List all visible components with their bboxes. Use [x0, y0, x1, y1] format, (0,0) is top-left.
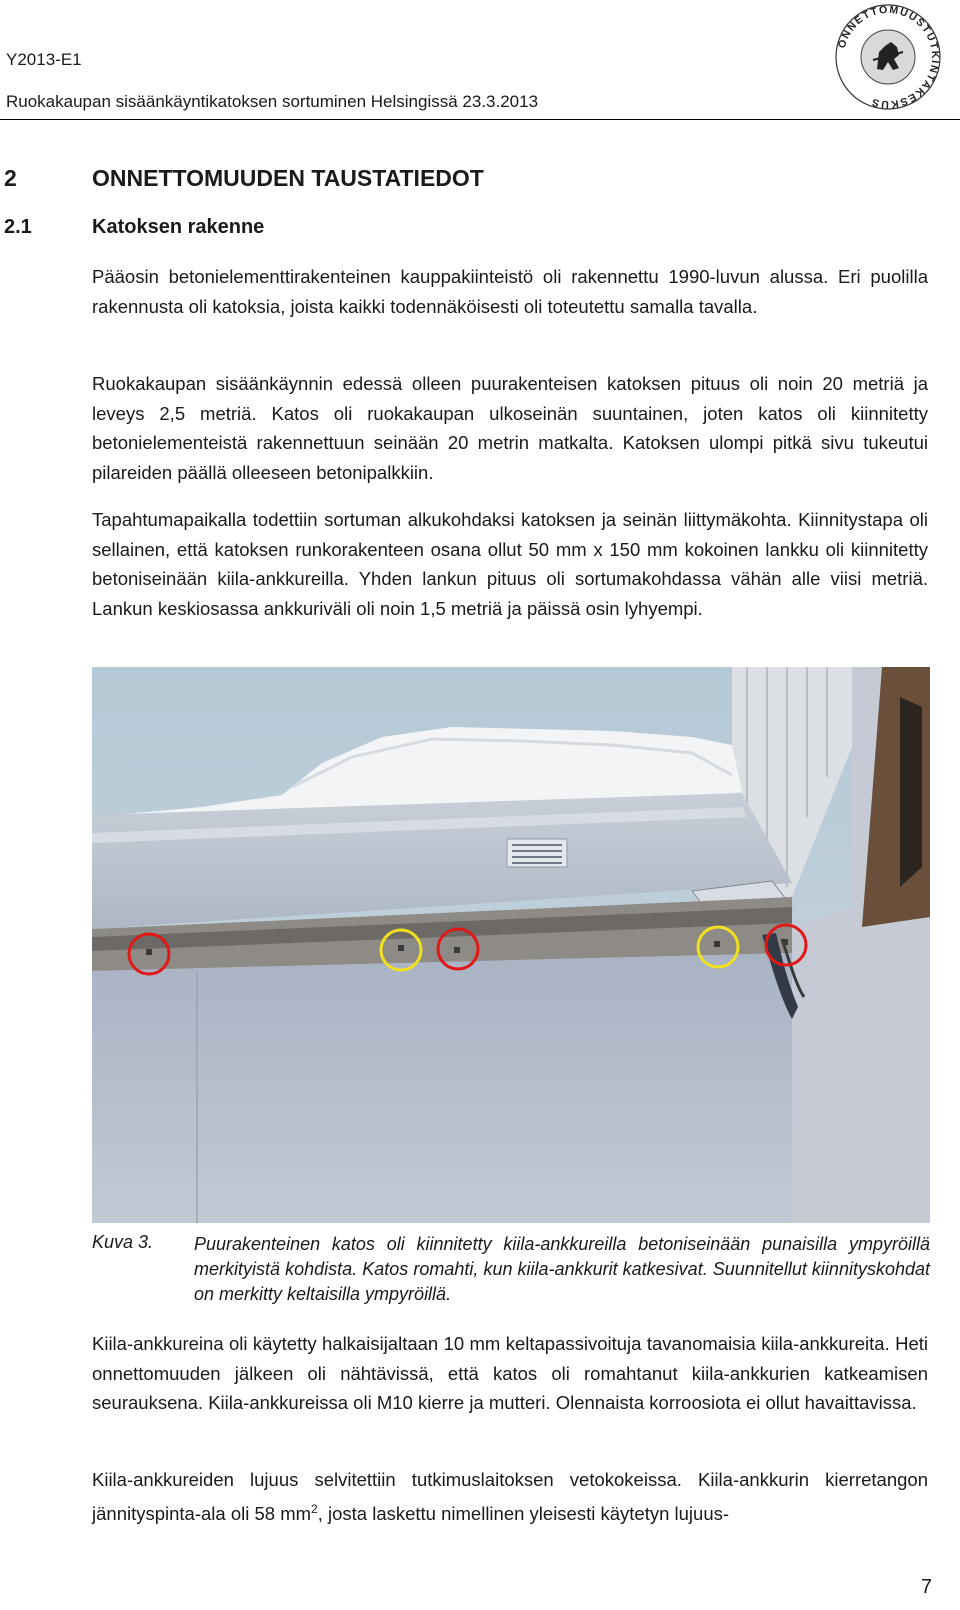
figure-caption: Puurakenteinen katos oli kiinnitetty kiila-ankkureilla betoniseinään punaisilla ympyröillä merkityistä kohdista. Katos romahti, kun kiila-ankkurit katkesivat. Suunnitellut kiinnityskohdat on merkitty keltaisilla ympyröillä.	[194, 1234, 930, 1304]
report-code: Y2013-E1	[6, 50, 82, 69]
subsection-number: 2.1	[4, 216, 32, 238]
paragraph-anchor-strength	[92, 1465, 928, 1528]
anchor-strength-text-cont: , josta laskettu nimellinen yleisesti käytetyn lujuus-	[317, 1502, 730, 1524]
header-divider	[0, 119, 960, 120]
paragraph-failure-point: Tapahtumapaikalla todettiin sortuman alkukohdaksi katoksen ja seinän liittymäkohta. Kiinnitystapa oli sellainen, että katoksen runkorakenteen osana ollut 50 mm x 150 mm kokoinen lankku oli kiinnitetty betoniseinään kiila-ankkureilla. Yhden lankun pituus oli sortumakohdassa vähän alle viisi metriä. Lankun keskiosassa ankkuriväli oli noin 1,5 metriä ja päissä osin lyhyempi.	[92, 509, 928, 619]
paragraph-anchor-type: Kiila-ankkureina oli käytetty halkaisijaltaan 10 mm keltapassivoituja tavanomaisia kiila-ankkureita. Heti onnettomuuden jälkeen oli nähtävissä, että katos oli romahtanut kiila-ankkurien katkeamisen seurauksena. Kiila-ankkureissa oli M10 kierre ja mutteri. Olennaista korroosiota ei ollut havaittavissa.	[92, 1333, 928, 1413]
paragraph-canopy-dimensions: Ruokakaupan sisäänkäynnin edessä olleen puurakenteisen katoksen pituus oli noin 20 metriä ja leveys 2,5 metriä. Katos oli ruokakaupan ulkoseinän suuntainen, joten katos oli kiinnitetty betonielementeistä rakennettuun seinään 20 metrin matkalta. Katoksen ulompi pitkä sivu tukeutui pilareiden päällä olleeseen betonipalkkiin.	[92, 373, 928, 483]
section-heading	[4, 165, 484, 192]
section-number: 2	[4, 165, 17, 191]
section-title: ONNETTOMUUDEN TAUSTATIEDOT	[92, 165, 484, 191]
paragraph-building: Pääosin betonielementtirakenteinen kauppakiinteistö oli rakennettu 1990-luvun alussa. Eri puolilla rakennusta oli katoksia, joista kaikki todennäköisesti oli toteutettu samalla tavalla.	[92, 266, 928, 317]
canopy-photo	[92, 667, 930, 1223]
anchor-strength-text: Kiila-ankkureiden lujuus selvitettiin tutkimuslaitoksen vetokokeissa. Kiila-ankkurin kierretangon jännityspinta-ala oli 58 mm	[92, 1469, 928, 1524]
page-number: 7	[920, 1576, 932, 1598]
subsection-heading	[4, 216, 264, 239]
svg-text:ONNETTOMUUSTUTKINTAKESKUS: ONNETTOMUUSTUTKINTAKESKUS	[835, 3, 942, 111]
agency-seal-logo	[833, 2, 943, 112]
figure-label: Kuva 3.	[92, 1232, 154, 1252]
superscript-2: 2	[311, 1501, 318, 1516]
report-title: Ruokakaupan sisäänkäyntikatoksen sortuminen Helsingissä 23.3.2013	[6, 92, 539, 111]
subsection-title: Katoksen rakenne	[92, 216, 265, 238]
